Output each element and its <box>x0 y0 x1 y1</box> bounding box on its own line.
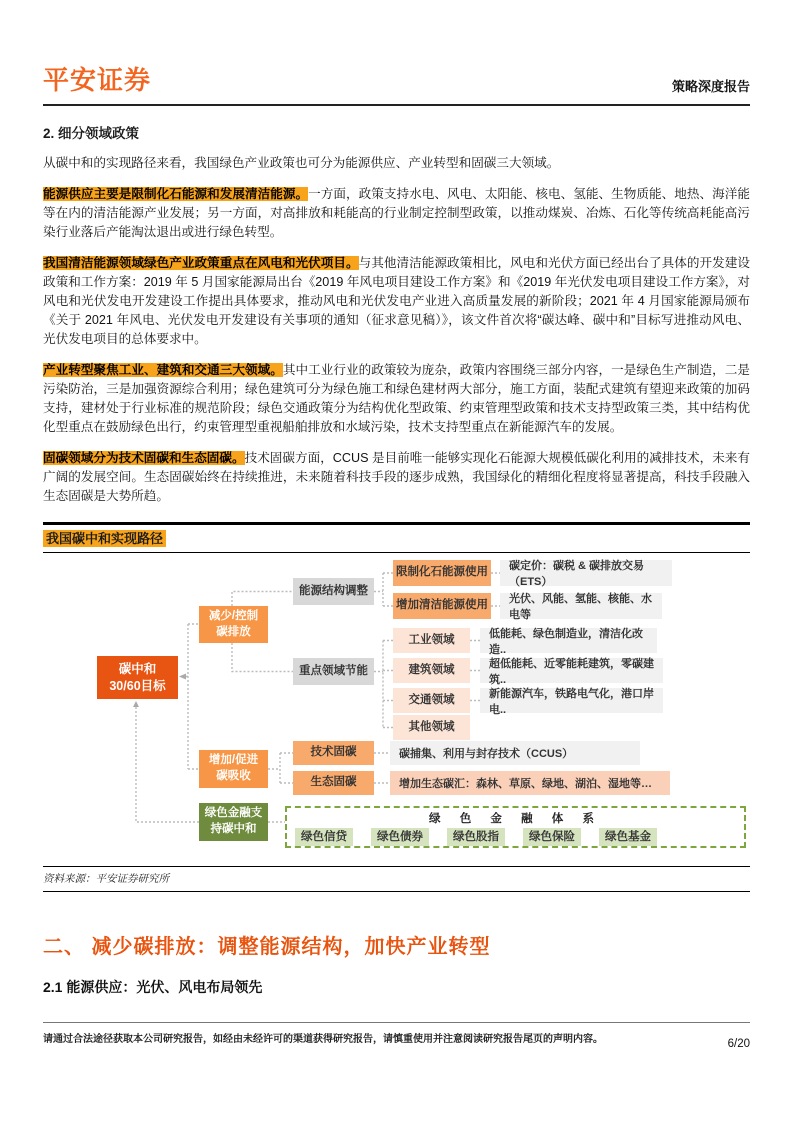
figure-title: 我国碳中和实现路径 <box>43 530 166 547</box>
desc-building: 超低能耗、近零能耗建筑，零碳建筑.. <box>480 658 663 683</box>
finance-item-insurance: 绿色保险 <box>523 828 581 846</box>
node-green-finance: 绿色金融支 持碳中和 <box>199 803 268 841</box>
paragraph-text: 与其他清洁能源政策相比，风电和光伏方面已经出台了具体的开发建设政策和工作方案：2019 年 5 月国家能源局出台《2019 年风电项目建设工作方案》和《2019 年光伏发电项目建设工作方案》，对风电和光伏发电开发建设工作提出具体要求，推动风电和光伏发电产业进入高质量发展的新阶段；2021 年 4 月国家能源局颁布《关于 2021 年风电、光伏发电开发建设有关事项的通知（征求意见稿）》，该文件首次将“碳达峰、碳中和”目标写进推动风电、光伏发电项目的总体要求中。 <box>43 256 751 346</box>
paragraph-industry-transform <box>43 361 750 437</box>
paragraph-sequestration <box>43 449 750 506</box>
node-transport: 交通领域 <box>393 688 470 713</box>
finance-item-fund: 绿色基金 <box>599 828 657 846</box>
desc-clean-energy: 光伏、风能、氢能、核能、水电等 <box>500 593 662 619</box>
node-tech-sequestration: 技术固碳 <box>293 741 374 765</box>
desc-ccus: 碳捕集、利用与封存技术（CCUS） <box>390 741 640 765</box>
report-type-label: 策略深度报告 <box>671 79 750 94</box>
desc-transport: 新能源汽车，铁路电气化，港口岸电.. <box>480 688 663 713</box>
paragraph-clean-energy <box>43 254 750 349</box>
footer-disclaimer: 请通过合法途径获取本公司研究报告，如经由未经许可的渠道获得研究报告，请慎重使用并注意阅读研究报告尾页的声明内容。 <box>43 1034 603 1045</box>
node-energy-structure: 能源结构调整 <box>293 578 374 605</box>
node-add-clean: 增加清洁能源使用 <box>393 593 491 619</box>
desc-carbon-pricing: 碳定价：碳税 & 碳排放交易（ETS） <box>500 560 672 586</box>
page-footer <box>43 1022 750 1050</box>
finance-system-row <box>295 828 657 846</box>
node-other: 其他领域 <box>393 715 470 740</box>
desc-industry: 低能耗、绿色制造业，清洁化改造.. <box>480 628 657 653</box>
figure-header <box>43 522 750 553</box>
highlighted-lead: 产业转型聚焦工业、建筑和交通三大领域。 <box>43 363 283 377</box>
desc-eco: 增加生态碳汇：森林、草原、绿地、湖泊、湿地等… <box>390 771 670 795</box>
subsection-21-heading: 2.1 能源供应：光伏、风电布局领先 <box>43 979 263 995</box>
pingan-logo: 平安证券 <box>43 65 152 95</box>
finance-item-credit: 绿色信贷 <box>295 828 353 846</box>
page-header <box>43 0 750 106</box>
node-reduce-emission: 减少/控制 碳排放 <box>199 606 268 643</box>
subsection-heading: 2. 细分领域政策 <box>43 126 140 141</box>
finance-item-bond: 绿色债券 <box>371 828 429 846</box>
paragraph-text: 从碳中和的实现路径来看，我国绿色产业政策也可分为能源供应、产业转型和固碳三大领域。 <box>43 156 560 170</box>
figure-source: 资料来源：平安证券研究所 <box>43 866 750 892</box>
node-increase-absorption: 增加/促进 碳吸收 <box>199 750 268 788</box>
node-building: 建筑领域 <box>393 658 470 683</box>
node-carbon-neutral-goal: 碳中和 30/60目标 <box>97 656 178 699</box>
finance-item-index: 绿色股指 <box>447 828 505 846</box>
arrow-left-icon <box>179 674 186 680</box>
paragraph-text: 技术固碳方面，CCUS 是目前唯一能够实现化石能源大规模低碳化利用的减排技术，未来有广阔的发展空间。生态固碳始终在持续推进，未来随着科技手段的逐步成熟，我国绿化的精细化程度将显著提高，科技手段融入生态固碳是大势所趋。 <box>43 451 751 503</box>
figure-carbon-path <box>43 522 750 892</box>
figure-diagram <box>43 553 750 858</box>
section-heading: 二、 减少碳排放：调整能源结构，加快产业转型 <box>43 936 491 958</box>
paragraph-text: 一方面，政策支持水电、风电、太阳能、核电、氢能、生物质能、地热、海洋能等在内的清洁能源产业发展；另一方面，对高排放和耗能高的行业制定控制型政策，以推动煤炭、冶炼、石化等传统高耗能高污染行业落后产能淘汰退出或进行绿色转型。 <box>43 187 751 239</box>
highlighted-lead: 我国清洁能源领域绿色产业政策重点在风电和光伏项目。 <box>43 256 359 270</box>
page-number: 6/20 <box>727 1038 750 1050</box>
finance-system-panel <box>285 806 746 848</box>
paragraph-energy-supply <box>43 185 750 242</box>
node-industry: 工业领域 <box>393 628 470 653</box>
arrow-up-icon <box>133 701 139 707</box>
finance-system-title: 绿 色 金 融 体 系 <box>429 813 602 825</box>
node-eco-sequestration: 生态固碳 <box>293 771 374 795</box>
highlighted-lead: 固碳领域分为技术固碳和生态固碳。 <box>43 451 245 465</box>
paragraph-intro <box>43 154 750 173</box>
node-restrict-fossil: 限制化石能源使用 <box>393 560 491 586</box>
node-key-sector-saving: 重点领域节能 <box>293 658 374 685</box>
paragraph-text: 其中工业行业的政策较为庞杂，政策内容围绕三部分内容，一是绿色生产制造，二是污染防治，三是加强资源综合利用；绿色建筑可分为绿色施工和绿色建材两大部分，施工方面，装配式建筑有望迎来政策的加码支持，建材处于行业标准的规范阶段；绿色交通政策分为结构优化型政策、约束管理型政策和技术支持型政策三类，其中结构优化型重点在鼓励绿色出行，约束管理型重视船舶排放和水域污染，技术支持型重点在新能源汽车的发展。 <box>43 363 751 434</box>
highlighted-lead: 能源供应主要是限制化石能源和发展清洁能源。 <box>43 187 309 201</box>
